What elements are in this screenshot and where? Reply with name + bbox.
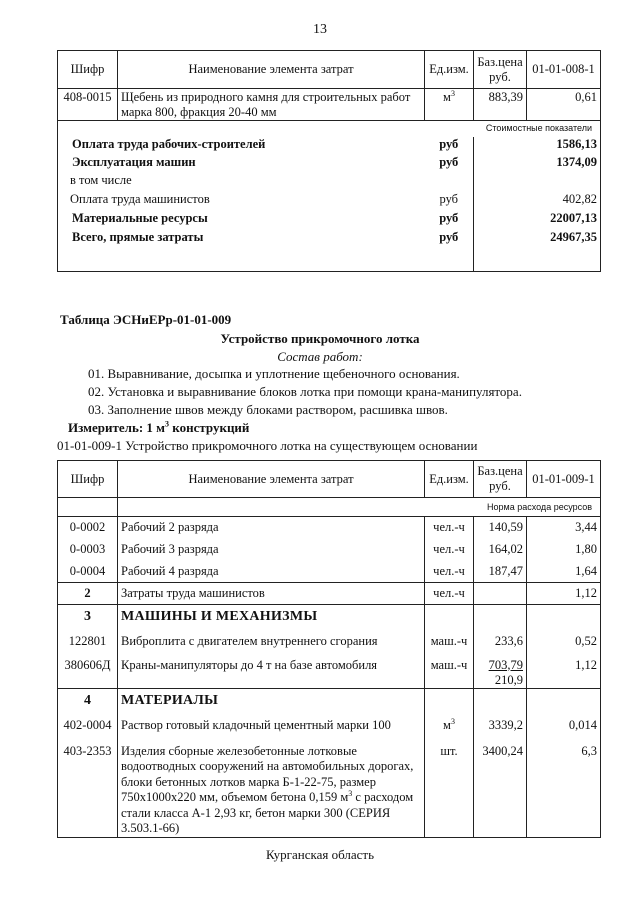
norm-caption-row bbox=[58, 498, 601, 517]
resource-table-009 bbox=[57, 460, 601, 838]
table-row bbox=[58, 629, 601, 655]
summary-unit: руб bbox=[439, 210, 459, 225]
row-price: 233,6 bbox=[474, 629, 527, 655]
machines-section-row bbox=[58, 605, 601, 629]
item-code: 408-0015 bbox=[58, 89, 118, 121]
header-unit: Ед.изм. bbox=[425, 461, 474, 498]
table-row bbox=[58, 713, 601, 739]
item-unit bbox=[425, 89, 474, 121]
materials-section-row bbox=[58, 689, 601, 713]
work-item: 03. Заполнение швов между блоками раствором, расшивка швов. bbox=[88, 402, 448, 417]
row-unit: чел.-ч bbox=[425, 539, 474, 561]
section-title: МАТЕРИАЛЫ bbox=[118, 689, 425, 713]
row-unit: чел.-ч bbox=[425, 561, 474, 583]
section-number: 4 bbox=[58, 689, 118, 713]
row-value: 0,014 bbox=[527, 713, 601, 739]
row-code: 2 bbox=[58, 583, 118, 605]
section-cell bbox=[425, 689, 474, 713]
name-line-part: 750х1000х220 мм, объемом бетона 0,159 м bbox=[121, 790, 349, 804]
header-price bbox=[474, 461, 527, 498]
table-header-row bbox=[58, 461, 601, 498]
summary-spacer-row bbox=[58, 247, 601, 272]
operators-row bbox=[58, 583, 601, 605]
measure-suffix: конструкций bbox=[169, 420, 250, 435]
summary-row bbox=[58, 173, 601, 192]
section-cell bbox=[474, 605, 527, 629]
row-price: 164,02 bbox=[474, 539, 527, 561]
header-name: Наименование элемента затрат bbox=[118, 461, 425, 498]
table-heading: Таблица ЭСНиЕРр-01-01-009 bbox=[60, 312, 232, 327]
row-value: 1,80 bbox=[527, 539, 601, 561]
name-line-part: с расходом bbox=[352, 790, 414, 804]
spacer-cell bbox=[474, 247, 527, 272]
row-code: 402-0004 bbox=[58, 713, 118, 739]
unit-sup: 3 bbox=[450, 716, 455, 726]
table-row bbox=[58, 539, 601, 561]
summary-rows bbox=[58, 137, 601, 272]
summary-price bbox=[474, 155, 527, 173]
row-unit: шт. bbox=[425, 739, 474, 838]
row-price bbox=[474, 583, 527, 605]
summary-unit: руб bbox=[439, 136, 459, 151]
row-code: 122801 bbox=[58, 629, 118, 655]
summary-row bbox=[58, 137, 601, 155]
measure-sup: 3 bbox=[165, 419, 170, 429]
rate-code-line: 01-01-009-1 Устройство прикромочного лотка на существующем основании bbox=[57, 438, 478, 453]
work-item: 01. Выравнивание, досыпка и уплотнение щебеночного основания. bbox=[88, 366, 460, 381]
name-line: водоотводных сооружений на автомобильных дорогах, bbox=[121, 759, 414, 773]
row-price bbox=[474, 655, 527, 689]
row-name: Рабочий 4 разряда bbox=[118, 561, 425, 583]
row-name: Краны-манипуляторы до 4 т на базе автомобиля bbox=[118, 655, 425, 689]
header-norm-code: 01-01-008-1 bbox=[527, 51, 601, 89]
cost-table-008 bbox=[57, 50, 601, 272]
summary-label: Оплата труда рабочих-строителей bbox=[58, 137, 425, 155]
summary-label: Всего, прямые затраты bbox=[58, 230, 425, 247]
row-code: 0-0003 bbox=[58, 539, 118, 561]
row-value: 0,52 bbox=[527, 629, 601, 655]
row-code: 0-0002 bbox=[58, 517, 118, 539]
summary-unit bbox=[425, 173, 474, 192]
summary-price bbox=[474, 230, 527, 247]
item-name bbox=[118, 89, 425, 121]
summary-label: Оплата труда машинистов bbox=[58, 192, 425, 211]
row-unit: маш.-ч bbox=[425, 655, 474, 689]
row-price: 140,59 bbox=[474, 517, 527, 539]
item-unit-text: м bbox=[443, 90, 451, 104]
resource-rows bbox=[58, 517, 601, 838]
row-unit: чел.-ч bbox=[425, 517, 474, 539]
table-header-row bbox=[58, 51, 601, 89]
row-value: 1,12 bbox=[527, 655, 601, 689]
unit-text: м bbox=[443, 718, 451, 732]
row-value: 3,44 bbox=[527, 517, 601, 539]
name-line: блоки бетонных лотков марка Б-1-22-75, размер bbox=[121, 774, 376, 789]
summary-value: 402,82 bbox=[527, 192, 601, 211]
summary-value: 24967,35 bbox=[527, 230, 601, 247]
summary-price bbox=[474, 192, 527, 211]
summary-value: 22007,13 bbox=[527, 211, 601, 230]
table-row bbox=[58, 517, 601, 539]
row-name: Рабочий 2 разряда bbox=[118, 517, 425, 539]
spacer-cell bbox=[58, 247, 474, 272]
row-unit: чел.-ч bbox=[425, 583, 474, 605]
section-cell bbox=[474, 689, 527, 713]
page-number: 13 bbox=[313, 22, 327, 37]
summary-label: Эксплуатация машин bbox=[58, 155, 425, 173]
summary-row bbox=[58, 192, 601, 211]
name-line: стали класса А-1 2,93 кг, бетон марки 300 (СЕРИЯ bbox=[121, 805, 391, 820]
item-value: 0,61 bbox=[527, 89, 601, 121]
summary-value: 1586,13 bbox=[527, 137, 601, 155]
header-price bbox=[474, 51, 527, 89]
measure-prefix: Измеритель: 1 м bbox=[68, 420, 166, 435]
row-price: 3339,2 bbox=[474, 713, 527, 739]
summary-unit: руб bbox=[439, 229, 459, 244]
header-unit: Ед.изм. bbox=[425, 51, 474, 89]
summary-price bbox=[474, 137, 527, 155]
summary-row bbox=[58, 230, 601, 247]
row-code: 403-2353 bbox=[58, 739, 118, 838]
row-price: 187,47 bbox=[474, 561, 527, 583]
norm-caption-spacer bbox=[58, 498, 118, 517]
summary-label: Материальные ресурсы bbox=[58, 211, 425, 230]
section-cell bbox=[527, 605, 601, 629]
summary-unit: руб bbox=[439, 154, 459, 169]
section-number: 3 bbox=[58, 605, 118, 629]
row-unit: маш.-ч bbox=[425, 629, 474, 655]
row-name: Раствор готовый кладочный цементный марки 100 bbox=[118, 713, 425, 739]
summary-price bbox=[474, 211, 527, 230]
composition-heading: Состав работ: bbox=[277, 349, 363, 364]
row-code: 0-0004 bbox=[58, 561, 118, 583]
header-price-line1: Баз.цена bbox=[477, 54, 523, 69]
summary-value: 1374,09 bbox=[527, 155, 601, 173]
item-unit-sup: 3 bbox=[450, 88, 455, 98]
item-name-line1: Щебень из природного камня для строительных работ bbox=[121, 90, 411, 104]
header-price-line2: руб. bbox=[489, 479, 511, 493]
indicators-caption: Стоимостные показатели bbox=[58, 121, 601, 137]
norm-caption: Норма расхода ресурсов bbox=[118, 498, 601, 517]
row-value: 6,3 bbox=[527, 739, 601, 838]
section-cell bbox=[425, 605, 474, 629]
table-title: Устройство прикромочного лотка bbox=[220, 331, 420, 346]
row-name: Затраты труда машинистов bbox=[118, 583, 425, 605]
footer-region: Курганская область bbox=[265, 847, 375, 862]
table-row bbox=[58, 561, 601, 583]
summary-label: в том числе bbox=[58, 173, 425, 192]
summary-row bbox=[58, 155, 601, 173]
row-value: 1,64 bbox=[527, 561, 601, 583]
header-code: Шифр bbox=[58, 461, 118, 498]
section-cell bbox=[527, 689, 601, 713]
price-primary: 703,79 bbox=[488, 657, 523, 672]
row-name: Виброплита с двигателем внутреннего сгорания bbox=[118, 629, 425, 655]
row-value: 1,12 bbox=[527, 583, 601, 605]
row-code: 380606Д bbox=[58, 655, 118, 689]
summary-row bbox=[58, 211, 601, 230]
row-unit bbox=[425, 713, 474, 739]
indicators-caption-row bbox=[58, 121, 601, 137]
name-line bbox=[121, 790, 421, 806]
item-name-line2: марка 800, фракция 20-40 мм bbox=[121, 105, 277, 119]
name-line: 3.503.1-66) bbox=[121, 821, 180, 835]
header-norm-code: 01-01-009-1 bbox=[527, 461, 601, 498]
summary-unit: руб bbox=[439, 191, 459, 206]
item-price: 883,39 bbox=[474, 89, 527, 121]
row-name bbox=[118, 739, 425, 838]
header-price-line2: руб. bbox=[489, 69, 511, 84]
summary-price bbox=[474, 173, 527, 192]
spacer-cell bbox=[527, 247, 601, 272]
row-name: Рабочий 3 разряда bbox=[118, 539, 425, 561]
table-row bbox=[58, 655, 601, 689]
header-code: Шифр bbox=[58, 51, 118, 89]
name-line-sup: 3 bbox=[348, 788, 353, 798]
header-name: Наименование элемента затрат bbox=[118, 51, 425, 89]
work-item: 02. Установка и выравнивание блоков лотка при помощи крана-манипулятора. bbox=[88, 384, 522, 399]
price-secondary: 210,9 bbox=[494, 672, 523, 687]
summary-value bbox=[527, 173, 601, 192]
row-price: 3400,24 bbox=[474, 739, 527, 838]
measure-line bbox=[68, 420, 249, 436]
table-row bbox=[58, 739, 601, 838]
name-line: Изделия сборные железобетонные лотковые bbox=[121, 743, 357, 758]
header-price-line1: Баз.цена bbox=[477, 464, 523, 478]
section-title: МАШИНЫ И МЕХАНИЗМЫ bbox=[118, 605, 425, 629]
table-row bbox=[58, 89, 601, 121]
